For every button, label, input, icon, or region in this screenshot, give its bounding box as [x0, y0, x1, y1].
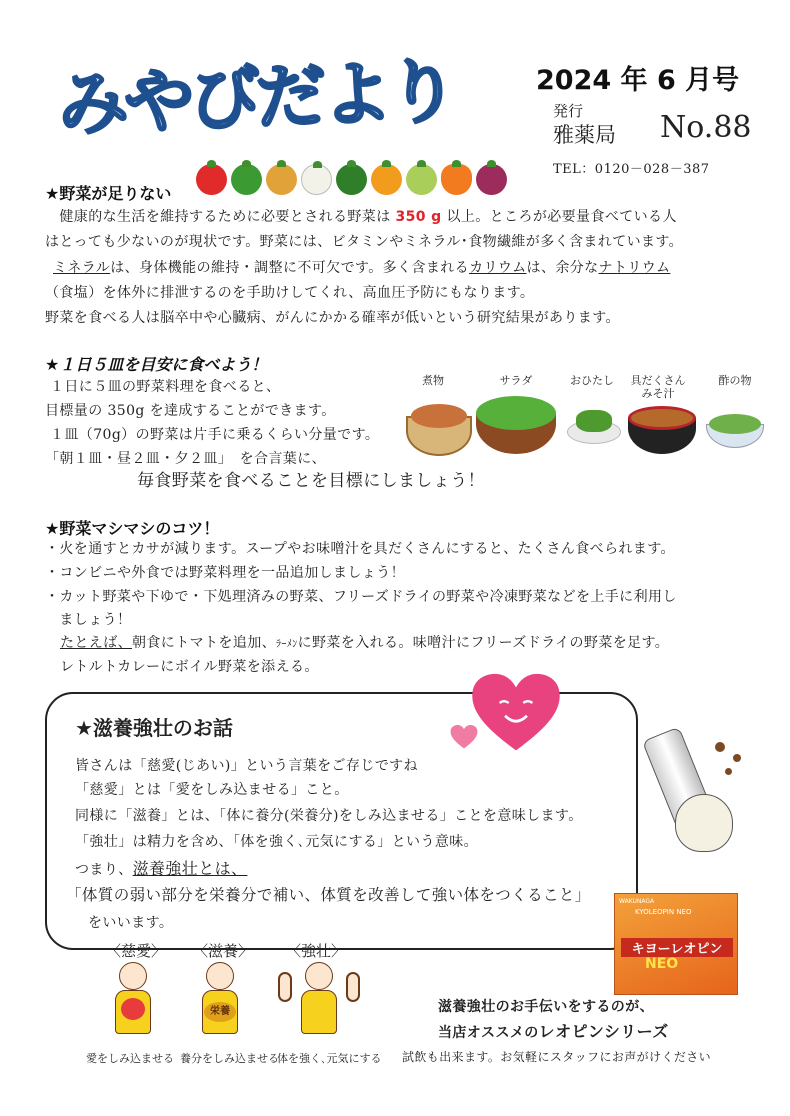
- carrot-icon: [441, 164, 472, 195]
- tip-line: ・コンビニや外食では野菜料理を一品追加しましょう！: [45, 565, 405, 581]
- girl-flexing-illustration: [276, 962, 362, 1042]
- tip-line: ・カット野菜や下ゆで・下処理済みの野菜、フリーズドライの野菜や冷凍野菜などを上手に利用し: [45, 589, 677, 605]
- paragraph-line: 皆さんは「慈愛(じあい)」という言葉をご存じですね: [75, 758, 418, 774]
- illus-label-kyousou: 〈強壮〉: [286, 942, 347, 960]
- illus-caption-jiyou: 養分をしみ込ませる: [180, 1052, 279, 1065]
- illus-caption-jiai: 愛をしみ込ませる: [86, 1052, 174, 1065]
- promo-line: 当店オススメのレオピンシリーズ: [438, 1022, 669, 1041]
- paragraph-line: １皿（70g）の野菜は片手に乗るくらい分量です。: [50, 427, 380, 443]
- dish-label-misoshiru: 具だくさん みそ汁: [630, 374, 686, 400]
- paragraph-line: １日に５皿の野菜料理を食べると、: [50, 379, 281, 395]
- smiling-heart-icon: [470, 672, 562, 754]
- illus-label-jiyou: 〈滋養〉: [193, 942, 254, 960]
- paragraph-line: をいいます。: [88, 915, 174, 931]
- red-onion-icon: [476, 164, 507, 195]
- dish-label-ohitashi: おひたし: [570, 374, 614, 387]
- paragraph-line: 「強壮」は精力を含め、「体を強く､元気にする」という意味。: [75, 834, 479, 850]
- kyoleopin-product-box: WAKUNAGA KYOLEOPIN NEO キヨーレオピン NEO: [614, 893, 738, 995]
- goal-statement: 毎食野菜を食べることを目標にしましょう！: [137, 471, 485, 491]
- paragraph-line: ミネラルは、身体機能の維持・調整に不可欠です。多く含まれるカリウムは、余分なナトリウム: [53, 260, 671, 276]
- issue-number: No.88: [660, 110, 752, 145]
- turnip-icon: [301, 164, 332, 195]
- nimono-food-image: [411, 404, 467, 428]
- illus-label-jiai: 〈慈愛〉: [106, 942, 167, 960]
- definition-statement: 「体質の弱い部分を栄養分で補い、体質を改善して強い体をつくること」: [66, 886, 591, 904]
- paragraph-line: つまり、滋養強壮とは、: [75, 859, 248, 878]
- tip-line: ましょう！: [45, 612, 132, 628]
- publisher-name: 雅薬局: [553, 123, 616, 147]
- section-title-tips: ★野菜マシマシのコツ！: [45, 519, 220, 538]
- paragraph-line: 「慈愛」とは「愛をしみ込ませる」こと。: [75, 782, 349, 798]
- mascot-garlic-illustration: [653, 724, 761, 874]
- paragraph-line: 同様に「滋養」とは、「体に養分(栄養分)をしみ込ませる」ことを意味します。: [75, 808, 583, 824]
- section-title-nourishment: ★滋養強壮のお話: [75, 716, 233, 740]
- nutrition-badge: 栄養: [204, 1002, 236, 1022]
- paragraph-line: 野菜を食べる人は脳卒中や心臓病、がんにかかる確率が低いという研究結果があります。: [45, 310, 620, 326]
- girl-with-heart-illustration: [107, 962, 159, 1042]
- tip-example: レトルトカレーにボイル野菜を添える。: [60, 659, 319, 675]
- paragraph-line: 「朝１皿・昼２皿・夕２皿」 を合言葉に、: [45, 451, 326, 467]
- dish-label-salad: サラダ: [499, 374, 533, 387]
- small-heart-icon: [450, 724, 478, 750]
- girl-with-nutrition-illustration: [192, 962, 248, 1042]
- bell-pepper-icon: [371, 164, 402, 195]
- misoshiru-soup-image: [628, 406, 696, 430]
- salad-food-image: [476, 396, 556, 430]
- tip-line: ・火を通すとカサが減ります。スープやお味噌汁を具だくさんにすると、たくさん食べられます。: [45, 541, 675, 557]
- issue-date: 2024 年 6 月号: [536, 65, 740, 96]
- vegetable-amount: 350 g: [395, 209, 442, 225]
- dish-label-nimono: 煮物: [422, 374, 444, 387]
- illus-caption-kyousou: 体を強く､元気にする: [277, 1052, 382, 1065]
- paragraph-line: 健康的な生活を維持するために必要とされる野菜は 350 g 以上。ところが必要量食べている人: [45, 209, 677, 225]
- sunomono-food-image: [709, 414, 761, 434]
- promo-note: 試飲も出来ます。お気軽にスタッフにお声がけください: [402, 1050, 712, 1064]
- promo-line: 滋養強壮のお手伝いをするのが、: [438, 999, 654, 1015]
- broccoli-icon: [336, 164, 367, 195]
- section-title-five-plates: ★１日５皿を目安に食べよう！: [45, 355, 268, 374]
- publisher-label: 発行: [553, 102, 584, 120]
- paragraph-line: はとっても少ないのが現状です。野菜には、ビタミンやミネラル･食物繊維が多く含まれています。: [45, 234, 684, 250]
- dish-label-sunomono: 酢の物: [718, 374, 752, 387]
- paragraph-line: （食塩）を体外に排泄するのを手助けしてくれ、高血圧予防にもなります。: [45, 285, 535, 301]
- section-title-vegetables: ★野菜が足りない: [45, 184, 172, 203]
- tip-example: たとえば、朝食にトマトを追加、ﾗｰﾒﾝに野菜を入れる。味噌汁にフリーズドライの野菜を足す。: [60, 635, 670, 651]
- newsletter-logo: みやびだより: [56, 50, 456, 146]
- vegetable-illustrations: [196, 164, 507, 195]
- paragraph-line: 目標量の 350g を達成することができます。: [45, 403, 336, 419]
- onion-icon: [266, 164, 297, 195]
- cabbage-icon: [406, 164, 437, 195]
- ohitashi-food-image: [576, 410, 612, 432]
- pepper-icon: [231, 164, 262, 195]
- tomato-icon: [196, 164, 227, 195]
- phone-number: TEL：0120－028－387: [553, 162, 710, 177]
